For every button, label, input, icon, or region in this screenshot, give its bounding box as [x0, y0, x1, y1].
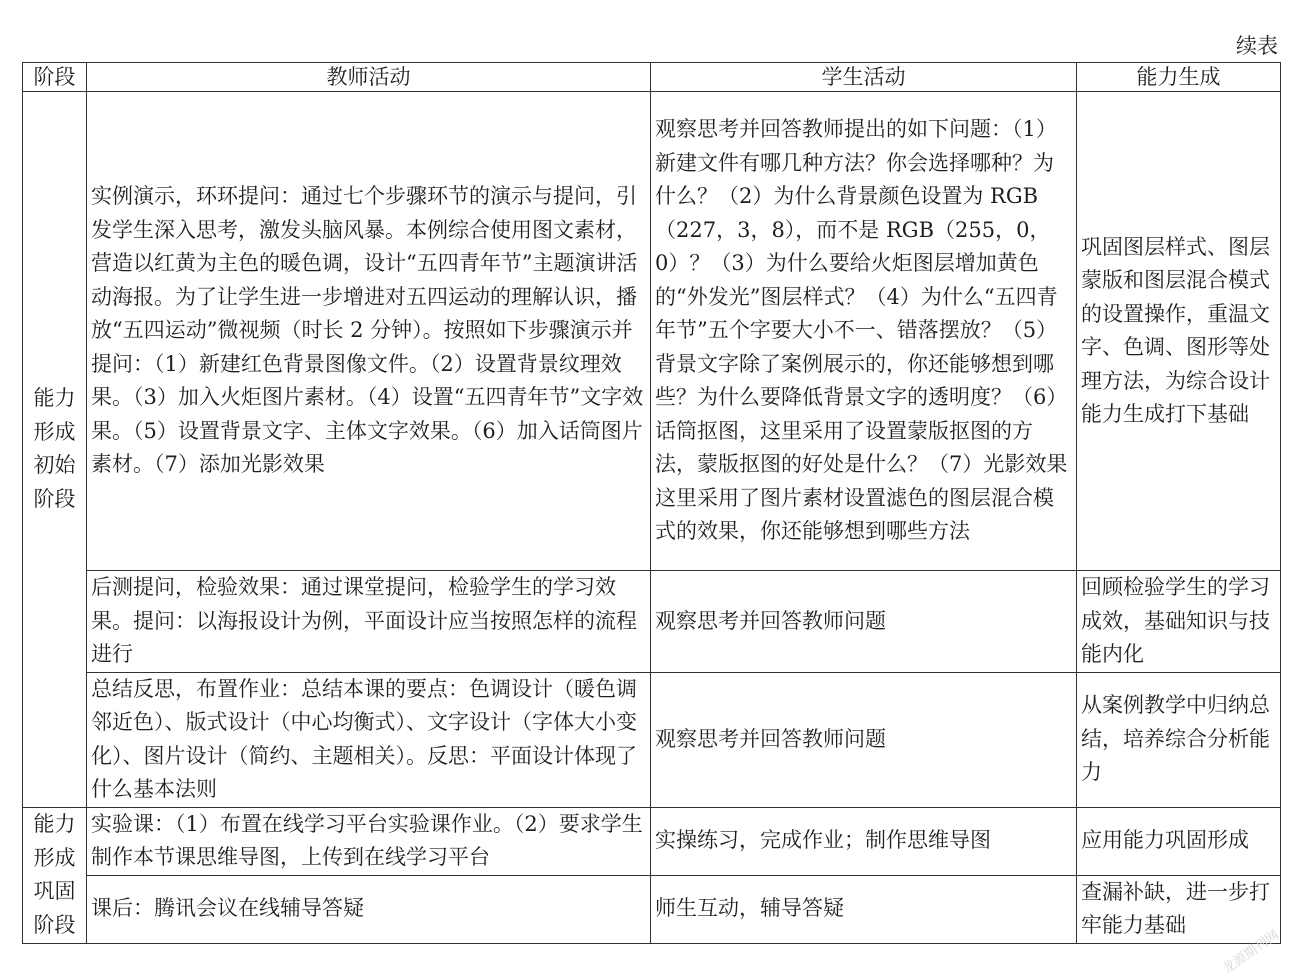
header-stage: 阶段	[23, 63, 87, 92]
ability-cell: 查漏补缺，进一步打牢能力基础	[1077, 875, 1281, 943]
watermark: 龙源期刊网	[1220, 927, 1282, 977]
lesson-table	[22, 62, 1281, 944]
table-row	[23, 92, 1281, 571]
student-cell: 师生互动，辅导答疑	[651, 875, 1077, 943]
teacher-cell: 课后：腾讯会议在线辅导答疑	[87, 875, 651, 943]
ability-cell: 巩固图层样式、图层蒙版和图层混合模式的设置操作，重温文字、色调、图形等处理方法，为综合设计能力生成打下基础	[1077, 92, 1281, 571]
header-student: 学生活动	[651, 63, 1077, 92]
teacher-cell: 实验课：（1）布置在线学习平台实验课作业。（2）要求学生制作本节课思维导图，上传到在线学习平台	[87, 807, 651, 875]
student-cell: 观察思考并回答教师问题	[651, 672, 1077, 807]
ability-cell: 回顾检验学生的学习成效，基础知识与技能内化	[1077, 571, 1281, 673]
teacher-cell: 实例演示，环环提问：通过七个步骤环节的演示与提问，引发学生深入思考，激发头脑风暴。本例综合使用图文素材，营造以红黄为主色的暖色调，设计“五四青年节”主题演讲活动海报。为了让学生进一步增进对五四运动的理解认识，播放“五四运动”微视频（时长 2 分钟）。按照如下步骤演示并提问：（1）新建红色背景图像文件。（2）设置背景纹理效果。（3）加入火炬图片素材。（4）设置“五四青年节”文字效果。（5）设置背景文字、主体文字效果。（6）加入话筒图片素材。（7）添加光影效果	[87, 92, 651, 571]
continued-label: 续表	[1236, 34, 1278, 58]
stage-cell: 能力 形成 初始 阶段	[23, 92, 87, 808]
table-row	[23, 571, 1281, 673]
teacher-cell: 总结反思，布置作业：总结本课的要点：色调设计（暖色调邻近色）、版式设计（中心均衡式）、文字设计（字体大小变化）、图片设计（简约、主题相关）。反思：平面设计体现了什么基本法则	[87, 672, 651, 807]
header-teacher: 教师活动	[87, 63, 651, 92]
teacher-cell: 后测提问，检验效果：通过课堂提问，检验学生的学习效果。提问：以海报设计为例，平面设计应当按照怎样的流程进行	[87, 571, 651, 673]
table-row	[23, 807, 1281, 875]
student-cell: 实操练习，完成作业；制作思维导图	[651, 807, 1077, 875]
header-row	[23, 63, 1281, 92]
ability-cell: 应用能力巩固形成	[1077, 807, 1281, 875]
stage-cell: 能力 形成 巩固 阶段	[23, 807, 87, 943]
student-cell: 观察思考并回答教师问题	[651, 571, 1077, 673]
ability-cell: 从案例教学中归纳总结，培养综合分析能力	[1077, 672, 1281, 807]
student-cell: 观察思考并回答教师提出的如下问题：（1）新建文件有哪几种方法？你会选择哪种？为什么？（2）为什么背景颜色设置为 RGB（227，3，8），而不是 RGB（255，0，0）？（3）为什么要给火炬图层增加黄色 的“外发光”图层样式？（4）为什么“五四青年节”五个字要大小不一、错落摆放？（5）背景文字除了案例展示的，你还能够想到哪些？为什么要降低背景文字的透明度？（6）话筒抠图，这里采用了设置蒙版抠图的方法，蒙版抠图的好处是什么？（7）光影效果这里采用了图片素材设置滤色的图层混合模式的效果，你还能够想到哪些方法	[651, 92, 1077, 571]
header-ability: 能力生成	[1077, 63, 1281, 92]
table-row	[23, 875, 1281, 943]
table-row	[23, 672, 1281, 807]
